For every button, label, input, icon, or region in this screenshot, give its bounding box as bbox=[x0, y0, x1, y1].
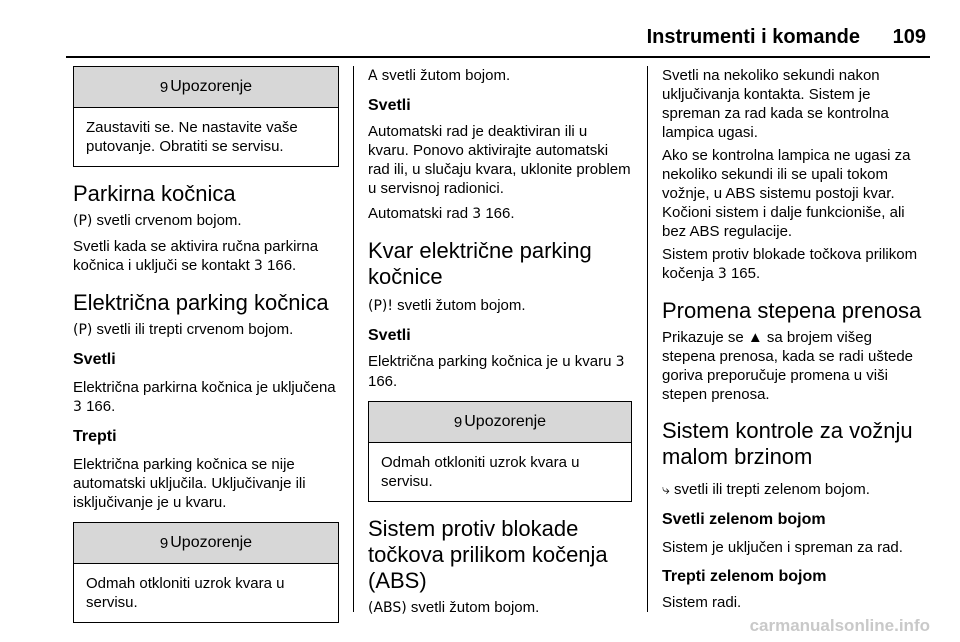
abs-icon: (ABS) bbox=[368, 600, 407, 616]
paragraph: Sistem radi. bbox=[662, 594, 742, 611]
subheading-green-on: Svetli zelenom bojom bbox=[662, 511, 826, 528]
warning-text: Zaustaviti se. Ne nastavite vaše putovanje. Obratiti se servisu. bbox=[86, 119, 298, 155]
status-text: svetli žutom bojom. bbox=[410, 599, 540, 616]
paragraph: Automatski rad je deaktiviran ili u kvaru. Ponovo aktivirajte automatski rad ili, u slučaju kvara, uklonite problem u servisnoj radionici. bbox=[368, 123, 631, 197]
page-ref: 166. bbox=[86, 398, 116, 415]
status-text: svetli žutom bojom. bbox=[397, 297, 526, 314]
status-text: svetli žutom bojom. bbox=[381, 67, 511, 84]
section-heading-gear: Promena stepena prenosa bbox=[662, 298, 922, 323]
section-heading-esc: Sistem kontrole za vožnju malom brzinom bbox=[662, 418, 913, 469]
status-line bbox=[368, 296, 632, 316]
paragraph bbox=[368, 352, 632, 391]
page-ref-icon: 3 bbox=[615, 354, 625, 370]
warning-header bbox=[369, 402, 631, 443]
subheading-svetli: Svetli bbox=[368, 327, 411, 344]
paragraph: Električna parking kočnica se nije automatski uključila. Uključivanje ili isključivanje je u kvaru. bbox=[73, 456, 306, 511]
status-text: svetli ili trepti zelenom bojom. bbox=[674, 481, 870, 498]
status-text: svetli ili trepti crvenom bojom. bbox=[96, 321, 294, 338]
subheading-svetli: Svetli bbox=[368, 97, 411, 114]
paragraph-text: Automatski rad bbox=[368, 205, 469, 222]
paragraph bbox=[662, 328, 926, 404]
subheading-trepti: Trepti bbox=[73, 428, 117, 445]
paragraph: Svetli na nekoliko sekundi nakon uključivanja kontakta. Sistem je spreman za rad kada se kontrolna lampica ugasi. bbox=[662, 67, 889, 141]
warning-header bbox=[74, 523, 338, 564]
warning-icon: 9 bbox=[159, 534, 169, 552]
page-header-title: Instrumenti i komande bbox=[646, 26, 860, 48]
warning-title: Upozorenje bbox=[464, 413, 547, 430]
status-line bbox=[73, 320, 339, 340]
warning-title: Upozorenje bbox=[170, 534, 253, 551]
warning-box bbox=[73, 522, 339, 623]
subheading-green-blink: Trepti zelenom bojom bbox=[662, 568, 827, 585]
parking-brake-icon: (P) bbox=[73, 322, 93, 338]
watermark: carmanualsonline.info bbox=[749, 616, 930, 635]
warning-text: Odmah otkloniti uzrok kvara u servisu. bbox=[381, 454, 580, 490]
warning-title: Upozorenje bbox=[170, 78, 253, 95]
column-divider-2 bbox=[647, 66, 648, 612]
page-ref-icon: 3 bbox=[472, 206, 482, 222]
section-heading-fault: Kvar električne parking kočnice bbox=[368, 238, 592, 289]
page-ref: 165. bbox=[730, 265, 761, 282]
page-ref-icon: 3 bbox=[717, 266, 727, 282]
page-ref: 166. bbox=[485, 205, 515, 222]
paragraph: Ako se kontrolna lampica ne ugasi za nekoliko sekundi ili se upali tokom vožnje, u ABS sistemu postoji kvar. Kočioni sistem i dalje funkcioniše, ali bez ABS regulacije. bbox=[662, 147, 911, 240]
section-heading-parking-brake: Parkirna kočnica bbox=[73, 181, 236, 206]
autohold-icon: A bbox=[368, 68, 378, 84]
paragraph bbox=[73, 237, 339, 276]
section-heading-electric-parking-brake: Električna parking kočnica bbox=[73, 290, 329, 315]
section-heading-abs: Sistem protiv blokade točkova prilikom kočenja (ABS) bbox=[368, 516, 608, 593]
status-text: svetli crvenom bojom. bbox=[96, 212, 242, 229]
warning-header bbox=[74, 67, 338, 108]
page-ref-icon: 3 bbox=[73, 399, 82, 415]
column-1 bbox=[73, 66, 339, 623]
page-ref: 166. bbox=[267, 257, 297, 274]
upshift-arrow-icon: ▲ bbox=[747, 329, 763, 346]
parking-brake-fault-icon: (P)! bbox=[368, 298, 393, 314]
paragraph-text: Prikazuje se bbox=[662, 329, 744, 346]
column-divider-1 bbox=[353, 66, 354, 612]
warning-icon: 9 bbox=[159, 78, 169, 96]
paragraph: Sistem je uključen i spreman za rad. bbox=[662, 539, 903, 556]
paragraph-text: Električna parkirna kočnica je uključena bbox=[73, 379, 336, 396]
column-3 bbox=[662, 66, 926, 612]
warning-text: Odmah otkloniti uzrok kvara u servisu. bbox=[86, 575, 285, 611]
parking-brake-icon: (P) bbox=[73, 213, 93, 229]
status-line bbox=[662, 480, 926, 500]
hill-descent-icon: ⤷ bbox=[662, 482, 670, 498]
column-2 bbox=[368, 66, 632, 618]
page-ref-icon: 3 bbox=[253, 258, 263, 274]
warning-icon: 9 bbox=[453, 413, 463, 431]
status-line bbox=[368, 598, 632, 618]
page-ref: 166. bbox=[368, 373, 398, 390]
paragraph bbox=[662, 245, 926, 284]
paragraph-text: Sistem protiv blokade točkova prilikom kočenja bbox=[662, 246, 918, 282]
status-line bbox=[73, 211, 339, 231]
warning-box bbox=[73, 66, 339, 167]
header-rule bbox=[66, 56, 930, 58]
subheading-svetli: Svetli bbox=[73, 351, 116, 368]
paragraph bbox=[73, 378, 339, 417]
page-number: 109 bbox=[892, 26, 926, 48]
paragraph-text: Električna parking kočnica je u kvaru bbox=[368, 353, 612, 370]
status-line bbox=[368, 66, 632, 86]
paragraph bbox=[368, 204, 632, 224]
paragraph-text: Svetli kada se aktivira ručna parkirna kočnica i uključi se kontakt bbox=[73, 238, 319, 274]
paragraph-text: sa brojem višeg stepena prenosa, kada se radi uštede goriva preporučuje promena u viši stepen prenosa. bbox=[662, 329, 914, 403]
warning-box bbox=[368, 401, 632, 502]
